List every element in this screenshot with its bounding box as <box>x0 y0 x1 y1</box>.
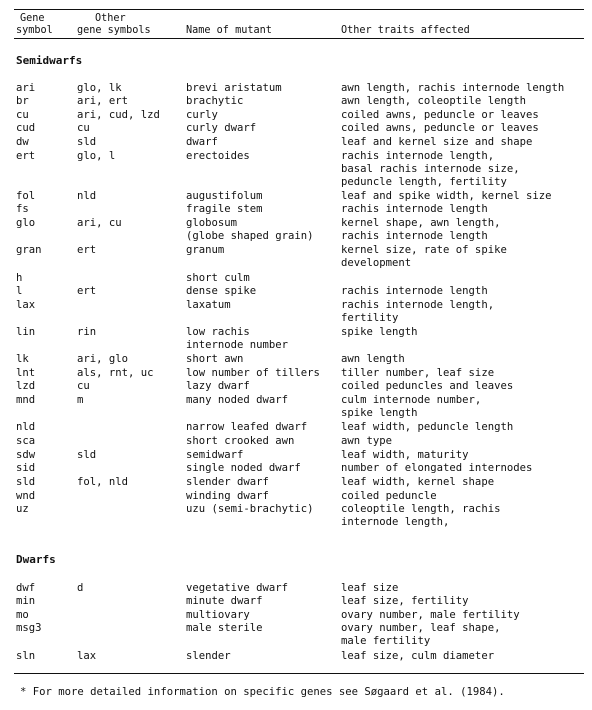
header-other-symbols-2: gene symbols <box>77 25 151 36</box>
cell-gene: sid <box>16 462 36 474</box>
cell-gene: wnd <box>16 490 36 502</box>
cell-name: slender dwarf <box>186 476 269 488</box>
cell-name: uzu (semi-brachytic) <box>186 503 314 515</box>
cell-name: narrow leafed dwarf <box>186 421 308 433</box>
cell-gene: glo <box>16 217 36 229</box>
cell-name: internode number <box>186 339 289 351</box>
cell-traits: coiled awns, peduncle or leaves <box>341 109 539 121</box>
cell-name: laxatum <box>186 299 231 311</box>
cell-gene: sca <box>16 435 36 447</box>
cell-gene: lk <box>16 353 29 365</box>
cell-traits: ovary number, leaf shape, <box>341 622 501 634</box>
cell-other: sld <box>77 136 97 148</box>
cell-name: winding dwarf <box>186 490 269 502</box>
cell-gene: mo <box>16 609 29 621</box>
section-title-dwarfs: Dwarfs <box>16 553 56 566</box>
cell-other: ari, cud, lzd <box>77 109 160 121</box>
cell-other: glo, l <box>77 150 116 162</box>
cell-gene: fol <box>16 190 36 202</box>
cell-traits: internode length, <box>341 516 450 528</box>
cell-name: dwarf <box>186 136 218 148</box>
cell-gene: lnt <box>16 367 36 379</box>
cell-traits: rachis internode length <box>341 203 488 215</box>
cell-traits: spike length <box>341 407 418 419</box>
section-title-semidwarfs: Semidwarfs <box>16 54 83 67</box>
cell-name: slender <box>186 650 231 662</box>
cell-traits: peduncle length, fertility <box>341 176 507 188</box>
cell-gene: lzd <box>16 380 36 392</box>
cell-gene: nld <box>16 421 36 433</box>
cell-other: nld <box>77 190 97 202</box>
cell-gene: l <box>16 285 23 297</box>
cell-other: fol, nld <box>77 476 129 488</box>
cell-name: low rachis <box>186 326 250 338</box>
cell-traits: development <box>341 257 412 269</box>
cell-other: cu <box>77 380 90 392</box>
cell-other: ari, cu <box>77 217 122 229</box>
cell-traits: leaf width, kernel shape <box>341 476 495 488</box>
cell-name: minute dwarf <box>186 595 263 607</box>
cell-name: low number of tillers <box>186 367 320 379</box>
cell-other: ari, ert <box>77 95 129 107</box>
header-other-traits: Other traits affected <box>341 25 470 36</box>
cell-traits: male fertility <box>341 635 431 647</box>
cell-other: ari, glo <box>77 353 129 365</box>
cell-traits: spike length <box>341 326 418 338</box>
cell-traits: coiled peduncle <box>341 490 437 502</box>
cell-gene: mnd <box>16 394 36 406</box>
cell-name: augustifolum <box>186 190 263 202</box>
header-gene-symbol-2: symbol <box>16 25 53 36</box>
cell-other: rin <box>77 326 97 338</box>
cell-other: ert <box>77 244 97 256</box>
cell-other: d <box>77 582 84 594</box>
cell-gene: msg3 <box>16 622 42 634</box>
cell-traits: basal rachis internode size, <box>341 163 520 175</box>
cell-gene: ari <box>16 82 36 94</box>
cell-name: multiovary <box>186 609 250 621</box>
cell-traits: ovary number, male fertility <box>341 609 520 621</box>
cell-name: single noded dwarf <box>186 462 301 474</box>
cell-name: lazy dwarf <box>186 380 250 392</box>
cell-traits: awn length, coleoptile length <box>341 95 526 107</box>
cell-name: semidwarf <box>186 449 244 461</box>
header-rule <box>14 38 584 39</box>
cell-name: (globe shaped grain) <box>186 230 314 242</box>
cell-traits: tiller number, leaf size <box>341 367 495 379</box>
cell-name: fragile stem <box>186 203 263 215</box>
cell-name: globosum <box>186 217 238 229</box>
cell-gene: uz <box>16 503 29 515</box>
cell-name: many noded dwarf <box>186 394 289 406</box>
header-other-symbols-1: Other <box>95 13 126 24</box>
cell-gene: sdw <box>16 449 36 461</box>
top-rule <box>14 9 584 10</box>
footnote: * For more detailed information on specific genes see Søgaard et al. (1984). <box>20 686 505 698</box>
cell-name: granum <box>186 244 225 256</box>
cell-other: cu <box>77 122 90 134</box>
cell-traits: fertility <box>341 312 399 324</box>
cell-gene: gran <box>16 244 42 256</box>
cell-other: ert <box>77 285 97 297</box>
cell-gene: dwf <box>16 582 36 594</box>
cell-gene: cu <box>16 109 29 121</box>
cell-name: brachytic <box>186 95 244 107</box>
cell-traits: kernel size, rate of spike <box>341 244 507 256</box>
cell-name: brevi aristatum <box>186 82 282 94</box>
cell-name: short culm <box>186 272 250 284</box>
cell-gene: br <box>16 95 29 107</box>
bottom-rule <box>14 673 584 674</box>
cell-traits: leaf and spike width, kernel size <box>341 190 552 202</box>
cell-name: erectoides <box>186 150 250 162</box>
cell-gene: ert <box>16 150 36 162</box>
cell-traits: leaf width, peduncle length <box>341 421 514 433</box>
cell-traits: coiled peduncles and leaves <box>341 380 514 392</box>
cell-name: male sterile <box>186 622 263 634</box>
cell-traits: number of elongated internodes <box>341 462 533 474</box>
cell-traits: awn type <box>341 435 393 447</box>
cell-other: m <box>77 394 84 406</box>
cell-traits: awn length, rachis internode length <box>341 82 565 94</box>
cell-name: curly <box>186 109 218 121</box>
cell-gene: h <box>16 272 23 284</box>
header-name-of-mutant: Name of mutant <box>186 25 272 36</box>
cell-gene: min <box>16 595 36 607</box>
cell-traits: rachis internode length, <box>341 299 495 311</box>
header-gene-symbol-1: Gene <box>20 13 45 24</box>
cell-traits: rachis internode length, <box>341 150 495 162</box>
cell-other: sld <box>77 449 97 461</box>
cell-traits: leaf width, maturity <box>341 449 469 461</box>
cell-traits: rachis internode length <box>341 285 488 297</box>
cell-gene: lin <box>16 326 36 338</box>
cell-gene: cud <box>16 122 36 134</box>
cell-gene: dw <box>16 136 29 148</box>
cell-traits: kernel shape, awn length, <box>341 217 501 229</box>
cell-traits: rachis internode length <box>341 230 488 242</box>
cell-traits: leaf and kernel size and shape <box>341 136 533 148</box>
cell-gene: lax <box>16 299 36 311</box>
cell-name: short awn <box>186 353 244 365</box>
cell-gene: sld <box>16 476 36 488</box>
cell-traits: coleoptile length, rachis <box>341 503 501 515</box>
cell-name: curly dwarf <box>186 122 257 134</box>
cell-name: vegetative dwarf <box>186 582 289 594</box>
cell-traits: leaf size, culm diameter <box>341 650 495 662</box>
cell-gene: sln <box>16 650 36 662</box>
cell-traits: awn length <box>341 353 405 365</box>
cell-other: lax <box>77 650 97 662</box>
cell-name: dense spike <box>186 285 257 297</box>
cell-traits: leaf size <box>341 582 399 594</box>
cell-other: als, rnt, uc <box>77 367 154 379</box>
cell-traits: coiled awns, peduncle or leaves <box>341 122 539 134</box>
cell-other: glo, lk <box>77 82 122 94</box>
cell-name: short crooked awn <box>186 435 295 447</box>
cell-traits: leaf size, fertility <box>341 595 469 607</box>
cell-traits: culm internode number, <box>341 394 482 406</box>
cell-gene: fs <box>16 203 29 215</box>
